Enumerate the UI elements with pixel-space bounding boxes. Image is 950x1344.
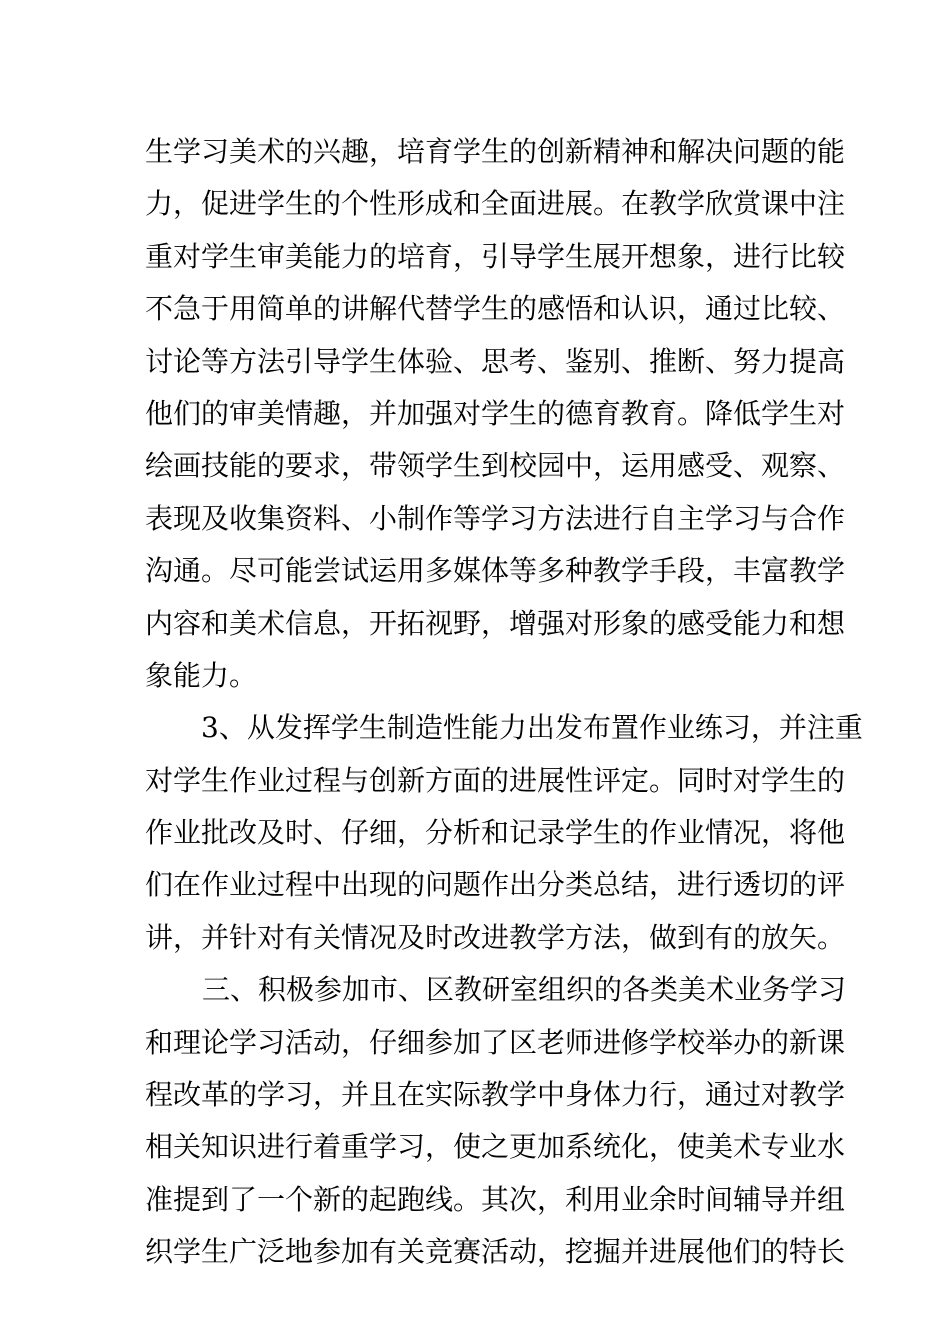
text-line: 重对学生审美能力的培育，引导学生展开想象，进行比较	[145, 239, 846, 273]
text-line: 对学生作业过程与创新方面的进展性评定。同时对学生的	[145, 763, 846, 797]
text-line: 内容和美术信息，开拓视野，增强对形象的感受能力和想	[145, 606, 846, 640]
text-line: 生学习美术的兴趣，培育学生的创新精神和解决问题的能	[145, 135, 846, 168]
text-line: 准提到了一个新的起跑线。其次，利用业余时间辅导并组	[145, 1182, 846, 1216]
text-line: 们在作业过程中出现的问题作出分类总结，进行透切的评	[145, 868, 846, 902]
text-line: 力，促进学生的个性形成和全面进展。在教学欣赏课中注	[145, 187, 846, 221]
text-line: 织学生广泛地参加有关竞赛活动，挖掘并进展他们的特长	[145, 1235, 846, 1269]
text-line: 相关知识进行着重学习，使之更加系统化，使美术专业水	[145, 1130, 846, 1164]
text-line: 讲，并针对有关情况及时改进教学方法，做到有的放矢。	[145, 920, 846, 954]
text-line: 讨论等方法引导学生体验、思考、鉴别、推断、努力提高	[145, 344, 846, 378]
text-line: 沟通。尽可能尝试运用多媒体等多种教学手段，丰富教学	[145, 554, 846, 588]
paragraph-3-start: 3、从发挥学生制造性能力出发布置作业练习，并注重	[201, 711, 863, 745]
text-line: 象能力。	[145, 658, 258, 692]
body-text	[145, 126, 863, 1279]
text-line: 表现及收集资料、小制作等学习方法进行自主学习与合作	[145, 501, 846, 535]
text-line: 程改革的学习，并且在实际教学中身体力行，通过对教学	[145, 1078, 846, 1112]
text-line: 绘画技能的要求，带领学生到校园中，运用感受、观察、	[145, 449, 846, 483]
section-three-start: 三、积极参加市、区教研室组织的各类美术业务学习	[202, 973, 847, 1007]
text-line: 他们的审美情趣，并加强对学生的德育教育。降低学生对	[145, 396, 846, 430]
text-line: 作业批改及时、仔细，分析和记录学生的作业情况，将他	[145, 816, 846, 850]
text-line: 不急于用简单的讲解代替学生的感悟和认识，通过比较、	[145, 292, 846, 326]
text-line: 和理论学习活动，仔细参加了区老师进修学校举办的新课	[145, 1025, 846, 1059]
